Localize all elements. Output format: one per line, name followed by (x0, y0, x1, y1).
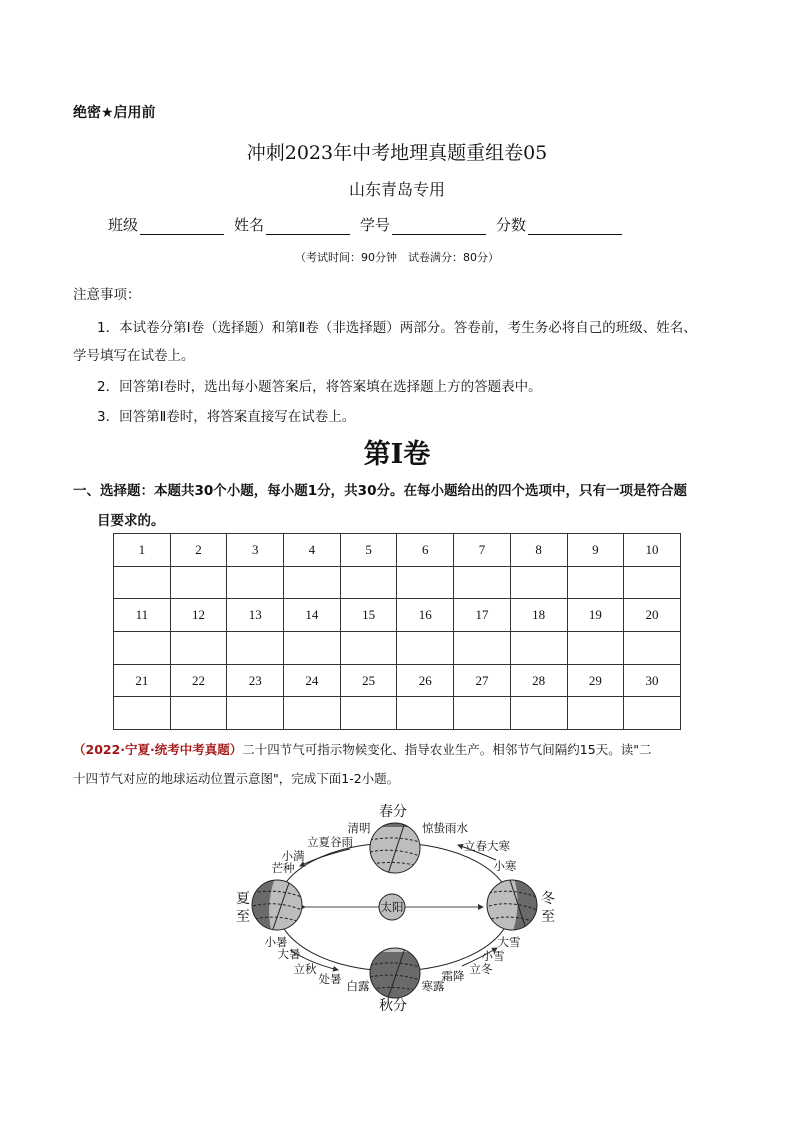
question-number-cell: 20 (624, 599, 681, 632)
term-label: 清明 (347, 821, 371, 835)
term-label: 处暑 (318, 972, 342, 986)
question-number-cell: 27 (454, 664, 511, 697)
question-number-cell: 4 (284, 534, 341, 567)
notes-heading: 注意事项： (73, 287, 141, 303)
question-number-cell: 12 (170, 599, 227, 632)
sun-label: 太阳 (380, 900, 404, 914)
summer-solstice-label-2: 至 (236, 909, 250, 925)
term-label: 惊蛰雨水 (422, 821, 468, 835)
question-number-cell: 17 (454, 599, 511, 632)
section-instruction-cont: 目要求的。 (97, 513, 165, 529)
term-label: 立秋 (293, 962, 317, 976)
term-label: 小寒 (493, 859, 517, 873)
question-text: 二十四节气可指示物候变化、指导农业生产。相邻节气间隔约15天。读"二 (242, 742, 652, 757)
note-3: 3．回答第Ⅱ卷时，将答案直接写在试卷上。 (97, 409, 356, 425)
section-title: 第Ⅰ卷 (363, 439, 431, 470)
term-label: 大雪 (497, 935, 521, 949)
winter-solstice-label-1: 冬 (541, 891, 555, 907)
field-label: 班级 (108, 216, 139, 234)
page-subtitle: 山东青岛专用 (348, 180, 445, 199)
question-number-cell: 9 (567, 534, 624, 567)
term-label: 寒露 (421, 979, 445, 993)
question-number-cell: 16 (397, 599, 454, 632)
question-number-cell: 18 (510, 599, 567, 632)
question-number-cell: 1 (114, 534, 171, 567)
term-label: 白露 (346, 979, 370, 993)
question-number-cell: 8 (510, 534, 567, 567)
term-label: 芒种 (271, 861, 295, 875)
question-number-cell: 30 (624, 664, 681, 697)
note-1-cont: 学号填写在试卷上。 (73, 348, 195, 364)
section-instruction: 一、选择题：本题共30个小题，每小题1分，共30分。在每小题给出的四个选项中，只有一项是符合题 (73, 483, 687, 499)
question-number-cell: 28 (510, 664, 567, 697)
question-number-cell: 6 (397, 534, 454, 567)
exam-info: （考试时间：90分钟 试卷满分：80分） (295, 251, 499, 264)
note-2: 2．回答第Ⅰ卷时，选出每小题答案后，将答案填在选择题上方的答题表中。 (97, 379, 542, 395)
question-number-cell: 24 (284, 664, 341, 697)
question-number-cell: 23 (227, 664, 284, 697)
term-label: 小暑 (264, 935, 288, 949)
term-label: 立春大寒 (464, 839, 510, 853)
question-number-cell: 14 (284, 599, 341, 632)
confidential-mark: 绝密★启用前 (73, 105, 156, 121)
autumn-equinox-label: 秋分 (379, 998, 407, 1014)
question-number-cell: 7 (454, 534, 511, 567)
term-label: 立夏谷雨 (307, 835, 353, 849)
spring-equinox-label: 春分 (379, 804, 407, 820)
question-number-cell: 29 (567, 664, 624, 697)
winter-solstice-label-2: 至 (541, 909, 555, 925)
term-label: 霜降 (441, 969, 465, 983)
question-source: （2022·宁夏·统考中考真题） (73, 742, 243, 757)
summer-solstice-label-1: 夏 (236, 891, 250, 907)
question-number-cell: 5 (340, 534, 397, 567)
earth-summer-solstice-icon (250, 878, 306, 934)
question-number-cell: 25 (340, 664, 397, 697)
question-number-cell: 2 (170, 534, 227, 567)
term-label: 小雪 (481, 949, 505, 963)
question-number-cell: 15 (340, 599, 397, 632)
earth-autumn-equinox-icon (368, 946, 424, 1002)
page-title: 冲刺2023年中考地理真题重组卷05 (246, 142, 548, 164)
note-1: 1．本试卷分第Ⅰ卷（选择题）和第Ⅱ卷（非选择题）两部分。答卷前，考生务必将自己的班级、姓名、 (97, 320, 697, 336)
question-number-cell: 21 (114, 664, 171, 697)
question-text-cont: 十四节气对应的地球运动位置示意图"，完成下面1-2小题。 (73, 771, 400, 786)
field-label: 姓名 (234, 216, 265, 234)
earth-spring-equinox-icon (368, 820, 424, 876)
question-number-cell: 19 (567, 599, 624, 632)
question-number-cell: 13 (227, 599, 284, 632)
question-number-cell: 26 (397, 664, 454, 697)
question-number-cell: 11 (114, 599, 171, 632)
term-label: 大暑 (277, 947, 301, 961)
field-label: 学号 (360, 216, 391, 234)
question-number-cell: 3 (227, 534, 284, 567)
term-label: 立冬 (469, 962, 493, 976)
question-number-cell: 10 (624, 534, 681, 567)
field-label: 分数 (496, 216, 527, 234)
earth-winter-solstice-icon (485, 878, 541, 934)
question-number-cell: 22 (170, 664, 227, 697)
term-label: 小满 (281, 849, 305, 863)
